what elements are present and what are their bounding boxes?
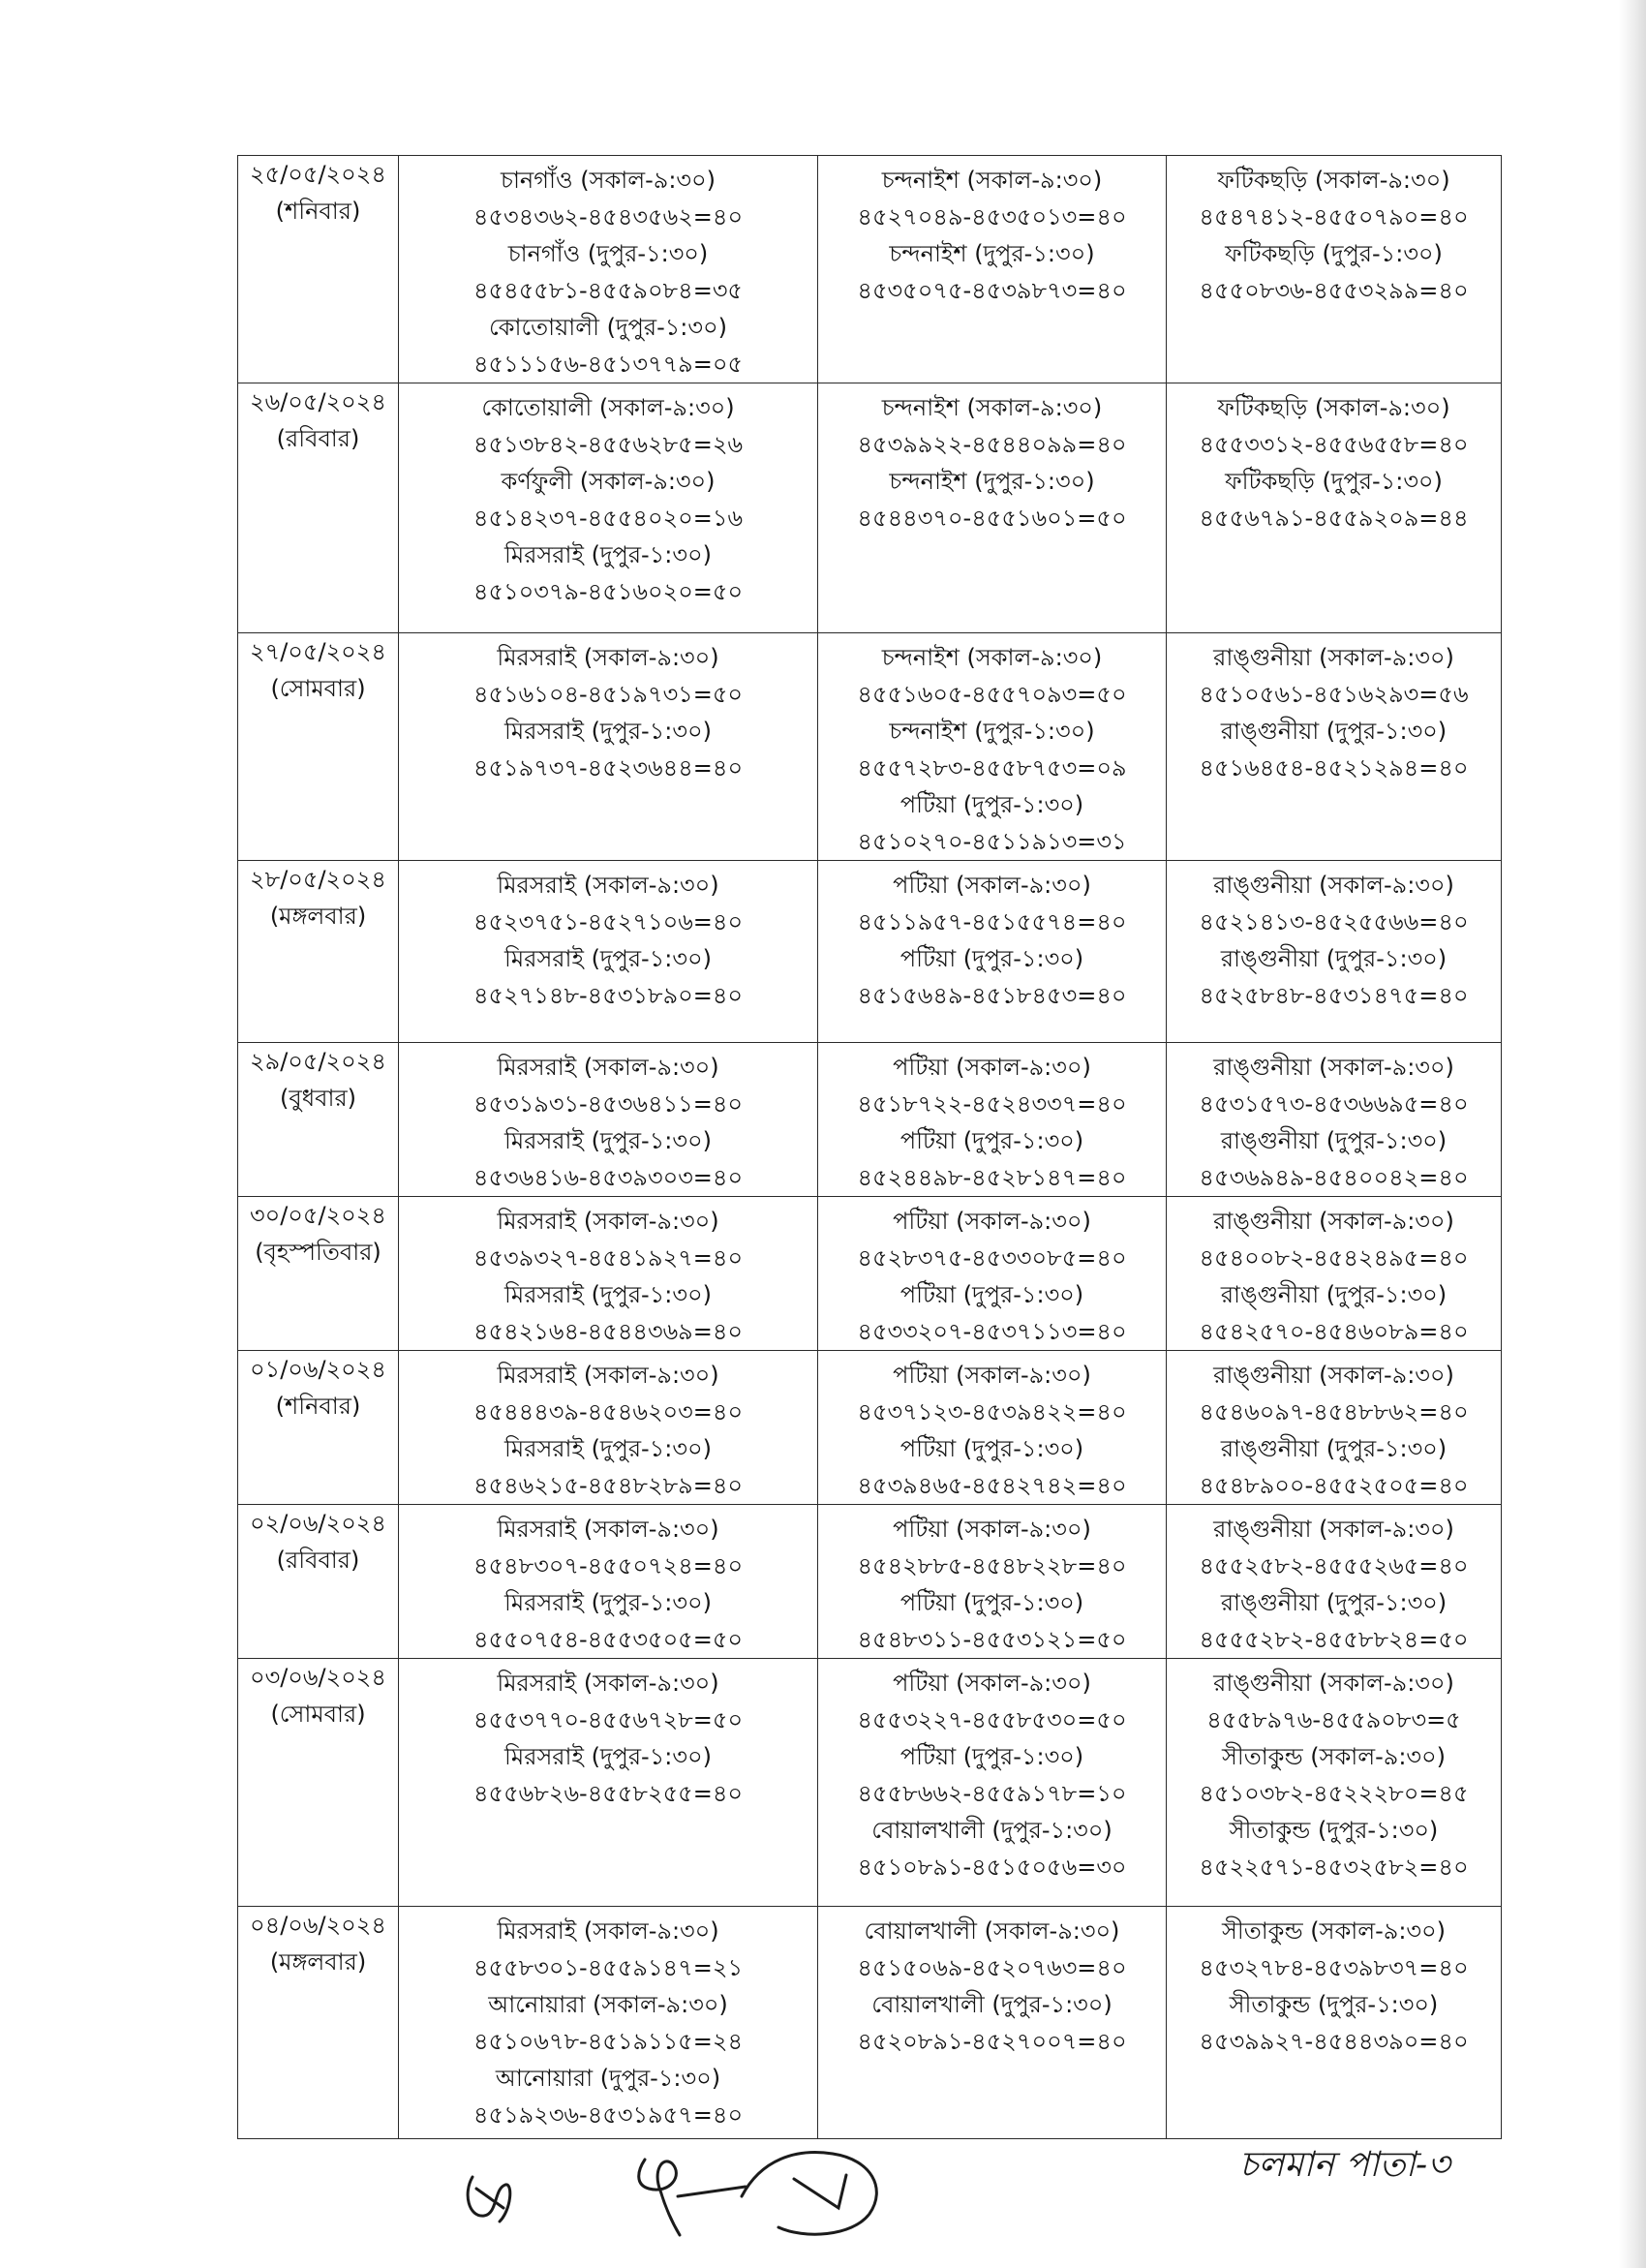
center-session-label: পটিয়া (দুপুর-১:৩০) — [899, 1743, 1084, 1770]
exam-date: ২৬/০৫/২০২৪ — [250, 388, 386, 415]
center-session-label: চন্দনাইশ (সকাল-৯:৩০) — [881, 167, 1103, 194]
roll-range: ৪৫১৩৮৪২-৪৫৫৬২৮৫=২৬ — [472, 431, 744, 458]
roll-range: ৪৫২৭০৪৯-৪৫৩৫০১৩=৪০ — [857, 203, 1127, 230]
schedule-row — [238, 1907, 1502, 2139]
exam-date: ৩০/০৫/২০২৪ — [250, 1202, 386, 1229]
center-session-label: ফটিকছড়ি (দুপুর-১:৩০) — [1225, 468, 1443, 495]
roll-range: ৪৫১৪২৩৭-৪৫৫৪০২০=১৬ — [472, 505, 744, 532]
session-cell — [1167, 1043, 1502, 1197]
roll-range: ৪৫৫৫২৮২-৪৫৫৮৮২৪=৫০ — [1199, 1626, 1469, 1653]
roll-range: ৪৫৫৩৭৭০-৪৫৫৬৭২৮=৫০ — [472, 1706, 744, 1733]
center-session-label: মিরসরাই (দুপুর-১:৩০) — [504, 945, 712, 972]
roll-range: ৪৫৪৬০৯৭-৪৫৪৮৮৬২=৪০ — [1199, 1398, 1469, 1425]
exam-date: ০৪/০৬/২০২৪ — [250, 1912, 386, 1939]
center-session-label: রাঙ্গুনীয়া (সকাল-৯:৩০) — [1213, 644, 1454, 671]
center-session-label: ফটিকছড়ি (সকাল-৯:৩০) — [1217, 167, 1450, 194]
roll-range: ৪৫২৩৭৫১-৪৫২৭১০৬=৪০ — [472, 908, 744, 935]
center-session-label: কর্ণফুলী (সকাল-৯:৩০) — [501, 468, 716, 495]
roll-range: ৪৫৪৮৩০৭-৪৫৫০৭২৪=৪০ — [472, 1552, 744, 1579]
center-session-label: চন্দনাইশ (দুপুর-১:৩০) — [889, 718, 1095, 745]
roll-range: ৪৫৪৫৫৮১-৪৫৫৯০৮৪=৩৫ — [472, 277, 743, 304]
roll-range: ৪৫৪৮৩১১-৪৫৫৩১২১=৫০ — [857, 1626, 1127, 1653]
center-session-label: পটিয়া (সকাল-৯:৩০) — [893, 1516, 1091, 1543]
session-cell — [399, 633, 818, 861]
date-cell — [238, 633, 399, 861]
roll-range: ৪৫৩৩২০৭-৪৫৩৭১১৩=৪০ — [857, 1318, 1127, 1345]
roll-range: ৪৫৪৪৩৭০-৪৫৫১৬০১=৫০ — [857, 505, 1127, 532]
roll-range: ৪৫১০৮৯১-৪৫১৫০৫৬=৩০ — [857, 1854, 1127, 1881]
center-session-label: আনোয়ারা (সকাল-৯:৩০) — [488, 1991, 728, 2018]
center-session-label: পটিয়া (সকাল-৯:৩০) — [893, 1670, 1091, 1697]
roll-range: ৪৫২৫৮৪৮-৪৫৩১৪৭৫=৪০ — [1199, 982, 1469, 1009]
roll-range: ৪৫১০৩৮২-৪৫২২২৮০=৪৫ — [1199, 1780, 1469, 1807]
center-session-label: মিরসরাই (সকাল-৯:৩০) — [497, 1670, 719, 1697]
center-session-label: চানগাঁও (সকাল-৯:৩০) — [501, 167, 716, 194]
center-session-label: পটিয়া (দুপুর-১:৩০) — [899, 1127, 1084, 1154]
date-cell — [238, 1043, 399, 1197]
session-cell — [399, 1505, 818, 1659]
session-cell — [399, 1043, 818, 1197]
roll-range: ৪৫১১১৫৬-৪৫১৩৭৭৯=০৫ — [472, 351, 744, 378]
roll-range: ৪৫৩৯৯২৭-৪৫৪৪৩৯০=৪০ — [1199, 2028, 1469, 2055]
roll-range: ৪৫৫৬৮২৬-৪৫৫৮২৫৫=৪০ — [472, 1780, 744, 1807]
roll-range: ৪৫৩৫০৭৫-৪৫৩৯৮৭৩=৪০ — [857, 277, 1127, 304]
center-session-label: পটিয়া (দুপুর-১:৩০) — [899, 1435, 1084, 1462]
signature-2 — [639, 2160, 746, 2235]
roll-range: ৪৫২১৪১৩-৪৫২৫৫৬৬=৪০ — [1199, 908, 1469, 935]
roll-range: ৪৫১০৩৭৯-৪৫১৬০২০=৫০ — [472, 578, 744, 605]
session-cell — [1167, 1351, 1502, 1505]
center-session-label: রাঙ্গুনীয়া (দুপুর-১:৩০) — [1220, 1281, 1448, 1308]
date-cell — [238, 156, 399, 383]
center-session-label: রাঙ্গুনীয়া (সকাল-৯:৩০) — [1213, 1516, 1454, 1543]
roll-range: ৪৫৫১৬০৫-৪৫৫৭০৯৩=৫০ — [857, 681, 1127, 708]
date-cell — [238, 1907, 399, 2139]
center-session-label: রাঙ্গুনীয়া (সকাল-৯:৩০) — [1213, 1054, 1454, 1081]
session-cell — [818, 1659, 1167, 1907]
center-session-label: পটিয়া (সকাল-৯:৩০) — [893, 1208, 1091, 1235]
center-session-label: পটিয়া (সকাল-৯:৩০) — [893, 1054, 1091, 1081]
session-cell — [1167, 383, 1502, 633]
center-session-label: পটিয়া (দুপুর-১:৩০) — [899, 1589, 1084, 1616]
center-session-label: রাঙ্গুনীয়া (দুপুর-১:৩০) — [1220, 945, 1448, 972]
session-cell — [818, 156, 1167, 383]
center-session-label: কোতোয়ালী (সকাল-৯:৩০) — [481, 394, 735, 421]
session-cell — [1167, 156, 1502, 383]
center-session-label: ফটিকছড়ি (দুপুর-১:৩০) — [1225, 240, 1443, 267]
session-cell — [818, 861, 1167, 1043]
center-session-label: পটিয়া (দুপুর-১:৩০) — [899, 945, 1084, 972]
schedule-row — [238, 861, 1502, 1043]
roll-range: ৪৫৪২৫৭০-৪৫৪৬০৮৯=৪০ — [1199, 1318, 1469, 1345]
date-cell — [238, 1197, 399, 1351]
schedule-row — [238, 156, 1502, 383]
center-session-label: পটিয়া (সকাল-৯:৩০) — [893, 1362, 1091, 1389]
exam-date: ২৫/০৫/২০২৪ — [250, 161, 386, 188]
exam-schedule-table — [237, 155, 1502, 2139]
session-cell — [399, 861, 818, 1043]
roll-range: ৪৫৫৮৬৬২-৪৫৫৯১৭৮=১০ — [857, 1780, 1127, 1807]
center-session-label: রাঙ্গুনীয়া (দুপুর-১:৩০) — [1220, 1435, 1448, 1462]
signature-1 — [468, 2177, 510, 2222]
roll-range: ৪৫১৬১০৪-৪৫১৯৭৩১=৫০ — [472, 681, 744, 708]
roll-range: ৪৫৪৬২১৫-৪৫৪৮২৮৯=৪০ — [472, 1472, 744, 1499]
roll-range: ৪৫২৪৪৯৮-৪৫২৮১৪৭=৪০ — [857, 1164, 1127, 1191]
center-session-label: মিরসরাই (সকাল-৯:৩০) — [497, 644, 719, 671]
date-cell — [238, 1659, 399, 1907]
roll-range: ৪৫৩৯৪৬৫-৪৫৪২৭৪২=৪০ — [857, 1472, 1127, 1499]
schedule-row — [238, 1505, 1502, 1659]
session-cell — [399, 1197, 818, 1351]
exam-date: ২৮/০৫/২০২৪ — [250, 866, 386, 893]
roll-range: ৪৫৫০৭৫৪-৪৫৫৩৫০৫=৫০ — [472, 1626, 744, 1653]
session-cell — [399, 383, 818, 633]
center-session-label: মিরসরাই (দুপুর-১:৩০) — [504, 541, 712, 568]
roll-range: ৪৫৫২৫৮২-৪৫৫৫২৬৫=৪০ — [1199, 1552, 1469, 1579]
schedule-body — [238, 156, 1502, 2139]
center-session-label: রাঙ্গুনীয়া (দুপুর-১:৩০) — [1220, 1127, 1448, 1154]
roll-range: ৪৫১৯২৩৬-৪৫৩১৯৫৭=৪০ — [472, 2101, 744, 2129]
session-cell — [399, 1659, 818, 1907]
roll-range: ৪৫৩৬৯৪৯-৪৫৪০০৪২=৪০ — [1199, 1164, 1469, 1191]
center-session-label: আনোয়ারা (দুপুর-১:৩০) — [495, 2065, 721, 2092]
center-session-label: মিরসরাই (দুপুর-১:৩০) — [504, 1743, 712, 1770]
date-cell — [238, 1351, 399, 1505]
weekday: (শনিবার) — [275, 1393, 361, 1420]
center-session-label: রাঙ্গুনীয়া (সকাল-৯:৩০) — [1213, 1670, 1454, 1697]
roll-range: ৪৫৩১৯৩১-৪৫৩৬৪১১=৪০ — [472, 1090, 744, 1118]
session-cell — [818, 1351, 1167, 1505]
center-session-label: রাঙ্গুনীয়া (সকাল-৯:৩০) — [1213, 1362, 1454, 1389]
roll-range: ৪৫৩৯৯২২-৪৫৪৪০৯৯=৪০ — [857, 431, 1127, 458]
center-session-label: মিরসরাই (সকাল-৯:৩০) — [497, 1054, 719, 1081]
session-cell — [818, 633, 1167, 861]
schedule-row — [238, 1197, 1502, 1351]
roll-range: ৪৫৩৬৪১৬-৪৫৩৯৩০৩=৪০ — [472, 1164, 744, 1191]
center-session-label: মিরসরাই (সকাল-৯:৩০) — [497, 872, 719, 899]
roll-range: ৪৫২২৫৭১-৪৫৩২৫৮২=৪০ — [1199, 1854, 1469, 1881]
weekday: (বুধবার) — [279, 1085, 357, 1112]
center-session-label: রাঙ্গুনীয়া (দুপুর-১:৩০) — [1220, 1589, 1448, 1616]
date-cell — [238, 861, 399, 1043]
center-session-label: চন্দনাইশ (দুপুর-১:৩০) — [889, 468, 1095, 495]
schedule-row — [238, 633, 1502, 861]
schedule-row — [238, 1351, 1502, 1505]
weekday: (শনিবার) — [275, 198, 361, 225]
exam-date: ২৯/০৫/২০২৪ — [250, 1048, 386, 1075]
exam-date: ০২/০৬/২০২৪ — [250, 1510, 386, 1537]
weekday: (সোমবার) — [270, 675, 366, 702]
roll-range: ৪৫২৭১৪৮-৪৫৩১৮৯০=৪০ — [472, 982, 744, 1009]
center-session-label: রাঙ্গুনীয়া (সকাল-৯:৩০) — [1213, 1208, 1454, 1235]
roll-range: ৪৫১৫৬৪৯-৪৫১৮৪৫৩=৪০ — [857, 982, 1127, 1009]
roll-range: ৪৫৪০০৮২-৪৫৪২৪৯৫=৪০ — [1199, 1244, 1469, 1272]
roll-range: ৪৫১৮৭২২-৪৫২৪৩৩৭=৪০ — [857, 1090, 1127, 1118]
center-session-label: মিরসরাই (দুপুর-১:৩০) — [504, 1281, 712, 1308]
schedule-row — [238, 1659, 1502, 1907]
session-cell — [1167, 1197, 1502, 1351]
roll-range: ৪৫২০৮৯১-৪৫২৭০০৭=৪০ — [857, 2028, 1127, 2055]
weekday: (রবিবার) — [276, 425, 360, 452]
session-cell — [818, 1197, 1167, 1351]
roll-range: ৪৫১০২৭০-৪৫১১৯১৩=৩১ — [857, 828, 1127, 855]
session-cell — [1167, 1659, 1502, 1907]
date-cell — [238, 383, 399, 633]
center-session-label: চানগাঁও (দুপুর-১:৩০) — [507, 240, 709, 267]
center-session-label: চন্দনাইশ (দুপুর-১:৩০) — [889, 240, 1095, 267]
weekday: (মঙ্গলবার) — [269, 1948, 367, 1976]
roll-range: ৪৫৫০৮৩৬-৪৫৫৩২৯৯=৪০ — [1199, 277, 1469, 304]
center-session-label: মিরসরাই (সকাল-৯:৩০) — [497, 1917, 719, 1945]
center-session-label: সীতাকুন্ড (দুপুর-১:৩০) — [1229, 1817, 1439, 1844]
center-session-label: মিরসরাই (সকাল-৯:৩০) — [497, 1208, 719, 1235]
roll-range: ৪৫৪৮৯০০-৪৫৫২৫০৫=৪০ — [1199, 1472, 1469, 1499]
center-session-label: সীতাকুন্ড (দুপুর-১:৩০) — [1229, 1991, 1439, 2018]
session-cell — [399, 156, 818, 383]
session-cell — [399, 1351, 818, 1505]
center-session-label: ফটিকছড়ি (সকাল-৯:৩০) — [1217, 394, 1450, 421]
roll-range: ৪৫৪২১৬৪-৪৫৪৪৩৬৯=৪০ — [472, 1318, 744, 1345]
weekday: (মঙ্গলবার) — [269, 903, 367, 930]
session-cell — [399, 1907, 818, 2139]
roll-range: ৪৫৪২৮৮৫-৪৫৪৮২২৮=৪০ — [857, 1552, 1127, 1579]
roll-range: ৪৫৫৭২৮৩-৪৫৫৮৭৫৩=০৯ — [857, 754, 1127, 782]
center-session-label: রাঙ্গুনীয়া (দুপুর-১:৩০) — [1220, 718, 1448, 745]
center-session-label: চন্দনাইশ (সকাল-৯:৩০) — [881, 644, 1103, 671]
roll-range: ৪৫১১৯৫৭-৪৫১৫৫৭৪=৪০ — [857, 908, 1127, 935]
center-session-label: রাঙ্গুনীয়া (সকাল-৯:৩০) — [1213, 872, 1454, 899]
center-session-label: মিরসরাই (দুপুর-১:৩০) — [504, 1589, 712, 1616]
center-session-label: পটিয়া (দুপুর-১:৩০) — [899, 1281, 1084, 1308]
center-session-label: পটিয়া (দুপুর-১:৩০) — [899, 791, 1084, 818]
weekday: (রবিবার) — [276, 1547, 360, 1574]
session-cell — [1167, 633, 1502, 861]
roll-range: ৪৫১৯৭৩৭-৪৫২৩৬৪৪=৪০ — [472, 754, 744, 782]
center-session-label: বোয়ালখালী (দুপুর-১:৩০) — [871, 1817, 1113, 1844]
roll-range: ৪৫১০৫৬১-৪৫১৬২৯৩=৫৬ — [1199, 681, 1469, 708]
session-cell — [1167, 861, 1502, 1043]
roll-range: ৪৫১০৬৭৮-৪৫১৯১১৫=২৪ — [472, 2028, 744, 2055]
session-cell — [1167, 1907, 1502, 2139]
signatures — [455, 2121, 997, 2247]
center-session-label: মিরসরাই (দুপুর-১:৩০) — [504, 718, 712, 745]
roll-range: ৪৫৫৩২২৭-৪৫৫৮৫৩০=৫০ — [857, 1706, 1127, 1733]
date-cell — [238, 1505, 399, 1659]
roll-range: ৪৫৫৮৯৭৬-৪৫৫৯০৮৩=৫ — [1206, 1706, 1461, 1733]
center-session-label: বোয়ালখালী (সকাল-৯:৩০) — [864, 1917, 1120, 1945]
center-session-label: মিরসরাই (দুপুর-১:৩০) — [504, 1435, 712, 1462]
roll-range: ৪৫৫৬৭৯১-৪৫৫৯২০৯=৪৪ — [1199, 505, 1469, 532]
roll-range: ৪৫৪৭৪১২-৪৫৫০৭৯০=৪০ — [1199, 203, 1469, 230]
roll-range: ৪৫২৮৩৭৫-৪৫৩৩০৮৫=৪০ — [857, 1244, 1127, 1272]
session-cell — [818, 1505, 1167, 1659]
center-session-label: মিরসরাই (দুপুর-১:৩০) — [504, 1127, 712, 1154]
continued-page-note: চলমান পাতা-৩ — [1239, 2145, 1450, 2185]
session-cell — [818, 383, 1167, 633]
exam-date: ০১/০৬/২০২৪ — [250, 1356, 386, 1383]
center-session-label: মিরসরাই (সকাল-৯:৩০) — [497, 1516, 719, 1543]
roll-range: ৪৫৩৪৩৬২-৪৫৪৩৫৬২=৪০ — [472, 203, 744, 230]
session-cell — [818, 1043, 1167, 1197]
roll-range: ৪৫৩৭১২৩-৪৫৩৯৪২২=৪০ — [857, 1398, 1127, 1425]
roll-range: ৪৫৫৮৩০১-৪৫৫৯১৪৭=২১ — [472, 1954, 744, 1981]
roll-range: ৪৫১৬৪৫৪-৪৫২১২৯৪=৪০ — [1199, 754, 1469, 782]
scan-edge-shadow — [1619, 0, 1646, 2268]
roll-range: ৪৫১৫০৬৯-৪৫২০৭৬৩=৪০ — [857, 1954, 1127, 1981]
center-session-label: সীতাকুন্ড (সকাল-৯:৩০) — [1221, 1917, 1446, 1945]
weekday: (সোমবার) — [270, 1701, 366, 1728]
roll-range: ৪৫৩১৫৭৩-৪৫৩৬৬৯৫=৪০ — [1199, 1090, 1469, 1118]
signature-3 — [742, 2153, 876, 2235]
center-session-label: সীতাকুন্ড (সকাল-৯:৩০) — [1221, 1743, 1446, 1770]
schedule-row — [238, 383, 1502, 633]
exam-date: ২৭/০৫/২০২৪ — [250, 638, 386, 665]
roll-range: ৪৫৩৯৩২৭-৪৫৪১৯২৭=৪০ — [472, 1244, 744, 1272]
roll-range: ৪৫৩২৭৮৪-৪৫৩৯৮৩৭=৪০ — [1199, 1954, 1469, 1981]
weekday: (বৃহস্পতিবার) — [255, 1239, 381, 1266]
center-session-label: মিরসরাই (সকাল-৯:৩০) — [497, 1362, 719, 1389]
center-session-label: পটিয়া (সকাল-৯:৩০) — [893, 872, 1091, 899]
session-cell — [1167, 1505, 1502, 1659]
roll-range: ৪৫৫৩৩১২-৪৫৫৬৫৫৮=৪০ — [1199, 431, 1469, 458]
roll-range: ৪৫৪৪৪৩৯-৪৫৪৬২০৩=৪০ — [472, 1398, 744, 1425]
schedule-row — [238, 1043, 1502, 1197]
center-session-label: কোতোয়ালী (দুপুর-১:৩০) — [489, 314, 727, 341]
session-cell — [818, 1907, 1167, 2139]
center-session-label: চন্দনাইশ (সকাল-৯:৩০) — [881, 394, 1103, 421]
center-session-label: বোয়ালখালী (দুপুর-১:৩০) — [871, 1991, 1113, 2018]
exam-date: ০৩/০৬/২০২৪ — [250, 1664, 386, 1691]
